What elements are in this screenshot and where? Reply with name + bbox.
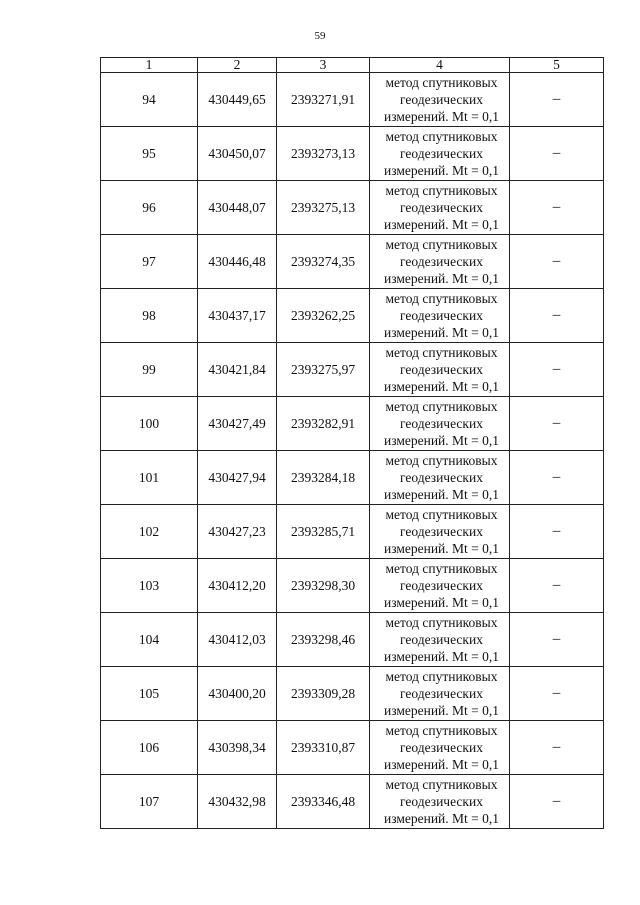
point-number-cell: 103 (101, 559, 198, 613)
y-coordinate-cell: 2393275,97 (277, 343, 370, 397)
method-line: геодезических (400, 524, 483, 539)
method-cell (370, 451, 510, 505)
method-cell (370, 775, 510, 829)
point-number-cell: 102 (101, 505, 198, 559)
empty-mark-cell: – (510, 721, 604, 775)
point-number-cell: 96 (101, 181, 198, 235)
method-line: измерений. Mt = 0,1 (383, 163, 500, 178)
empty-mark-cell: – (510, 505, 604, 559)
y-coordinate-cell: 2393298,46 (277, 613, 370, 667)
method-line: измерений. Mt = 0,1 (383, 433, 500, 448)
method-line: геодезических (400, 578, 483, 593)
empty-mark-cell: – (510, 73, 604, 127)
method-line: геодезических (400, 632, 483, 647)
point-number-cell: 104 (101, 613, 198, 667)
method-line: геодезических (400, 92, 483, 107)
point-number-cell: 106 (101, 721, 198, 775)
y-coordinate-cell: 2393273,13 (277, 127, 370, 181)
point-number-cell: 95 (101, 127, 198, 181)
page-number: 59 (314, 30, 326, 42)
empty-mark-cell: – (510, 289, 604, 343)
method-line: метод спутниковых (385, 453, 498, 468)
coordinates-table (100, 57, 604, 829)
point-number-cell: 101 (101, 451, 198, 505)
x-coordinate-cell: 430412,03 (198, 613, 277, 667)
y-coordinate-cell: 2393309,28 (277, 667, 370, 721)
method-line: метод спутниковых (385, 345, 498, 360)
method-cell (370, 505, 510, 559)
x-coordinate-cell: 430421,84 (198, 343, 277, 397)
y-coordinate-cell: 2393262,25 (277, 289, 370, 343)
method-line: измерений. Mt = 0,1 (383, 595, 500, 610)
point-number-cell: 107 (101, 775, 198, 829)
method-line: геодезических (400, 794, 483, 809)
method-line: геодезических (400, 308, 483, 323)
point-number-cell: 98 (101, 289, 198, 343)
table-row (101, 505, 604, 559)
method-line: измерений. Mt = 0,1 (383, 811, 500, 826)
x-coordinate-cell: 430450,07 (198, 127, 277, 181)
point-number-cell: 99 (101, 343, 198, 397)
table-row (101, 73, 604, 127)
header-row (101, 58, 604, 73)
column-header-1: 1 (101, 58, 198, 73)
y-coordinate-cell: 2393274,35 (277, 235, 370, 289)
table-row (101, 721, 604, 775)
x-coordinate-cell: 430446,48 (198, 235, 277, 289)
method-line: геодезических (400, 740, 483, 755)
method-cell (370, 73, 510, 127)
method-line: геодезических (400, 362, 483, 377)
x-coordinate-cell: 430449,65 (198, 73, 277, 127)
table-row (101, 397, 604, 451)
point-number-cell: 105 (101, 667, 198, 721)
method-line: измерений. Mt = 0,1 (383, 379, 500, 394)
y-coordinate-cell: 2393298,30 (277, 559, 370, 613)
table-row (101, 451, 604, 505)
table-row (101, 289, 604, 343)
empty-mark-cell: – (510, 343, 604, 397)
method-line: метод спутниковых (385, 615, 498, 630)
empty-mark-cell: – (510, 559, 604, 613)
method-cell (370, 181, 510, 235)
method-line: геодезических (400, 470, 483, 485)
x-coordinate-cell: 430400,20 (198, 667, 277, 721)
method-cell (370, 343, 510, 397)
method-line: метод спутниковых (385, 129, 498, 144)
method-line: метод спутниковых (385, 669, 498, 684)
method-line: геодезических (400, 686, 483, 701)
y-coordinate-cell: 2393282,91 (277, 397, 370, 451)
x-coordinate-cell: 430437,17 (198, 289, 277, 343)
method-line: геодезических (400, 146, 483, 161)
y-coordinate-cell: 2393271,91 (277, 73, 370, 127)
method-line: метод спутниковых (385, 237, 498, 252)
empty-mark-cell: – (510, 667, 604, 721)
x-coordinate-cell: 430427,49 (198, 397, 277, 451)
method-cell (370, 289, 510, 343)
empty-mark-cell: – (510, 235, 604, 289)
method-line: метод спутниковых (385, 291, 498, 306)
method-line: измерений. Mt = 0,1 (383, 271, 500, 286)
method-line: измерений. Mt = 0,1 (383, 757, 500, 772)
empty-mark-cell: – (510, 397, 604, 451)
method-line: метод спутниковых (385, 183, 498, 198)
y-coordinate-cell: 2393346,48 (277, 775, 370, 829)
point-number-cell: 97 (101, 235, 198, 289)
method-line: измерений. Mt = 0,1 (383, 487, 500, 502)
empty-mark-cell: – (510, 451, 604, 505)
method-line: метод спутниковых (385, 75, 498, 90)
y-coordinate-cell: 2393284,18 (277, 451, 370, 505)
x-coordinate-cell: 430448,07 (198, 181, 277, 235)
empty-mark-cell: – (510, 127, 604, 181)
method-line: геодезических (400, 254, 483, 269)
method-line: измерений. Mt = 0,1 (383, 325, 500, 340)
method-line: измерений. Mt = 0,1 (383, 217, 500, 232)
method-cell (370, 559, 510, 613)
method-cell (370, 235, 510, 289)
table-header (101, 58, 604, 73)
table-row (101, 343, 604, 397)
x-coordinate-cell: 430398,34 (198, 721, 277, 775)
column-header-2: 2 (198, 58, 277, 73)
method-line: измерений. Mt = 0,1 (383, 703, 500, 718)
empty-mark-cell: – (510, 775, 604, 829)
x-coordinate-cell: 430427,23 (198, 505, 277, 559)
table-body (101, 73, 604, 829)
table-row (101, 181, 604, 235)
method-cell (370, 667, 510, 721)
method-line: геодезических (400, 416, 483, 431)
y-coordinate-cell: 2393310,87 (277, 721, 370, 775)
method-line: метод спутниковых (385, 723, 498, 738)
method-line: метод спутниковых (385, 777, 498, 792)
method-cell (370, 397, 510, 451)
method-cell (370, 721, 510, 775)
table-row (101, 613, 604, 667)
method-cell (370, 613, 510, 667)
y-coordinate-cell: 2393285,71 (277, 505, 370, 559)
x-coordinate-cell: 430432,98 (198, 775, 277, 829)
method-line: геодезических (400, 200, 483, 215)
method-line: измерений. Mt = 0,1 (383, 541, 500, 556)
method-line: метод спутниковых (385, 561, 498, 576)
table-row (101, 235, 604, 289)
column-header-5: 5 (510, 58, 604, 73)
column-header-3: 3 (277, 58, 370, 73)
method-cell (370, 127, 510, 181)
x-coordinate-cell: 430427,94 (198, 451, 277, 505)
empty-mark-cell: – (510, 613, 604, 667)
empty-mark-cell: – (510, 181, 604, 235)
y-coordinate-cell: 2393275,13 (277, 181, 370, 235)
method-line: метод спутниковых (385, 507, 498, 522)
table-row (101, 559, 604, 613)
table-row (101, 127, 604, 181)
column-header-4: 4 (370, 58, 510, 73)
point-number-cell: 100 (101, 397, 198, 451)
method-line: измерений. Mt = 0,1 (383, 649, 500, 664)
table-row (101, 667, 604, 721)
table-row (101, 775, 604, 829)
x-coordinate-cell: 430412,20 (198, 559, 277, 613)
method-line: измерений. Mt = 0,1 (383, 109, 500, 124)
method-line: метод спутниковых (385, 399, 498, 414)
point-number-cell: 94 (101, 73, 198, 127)
